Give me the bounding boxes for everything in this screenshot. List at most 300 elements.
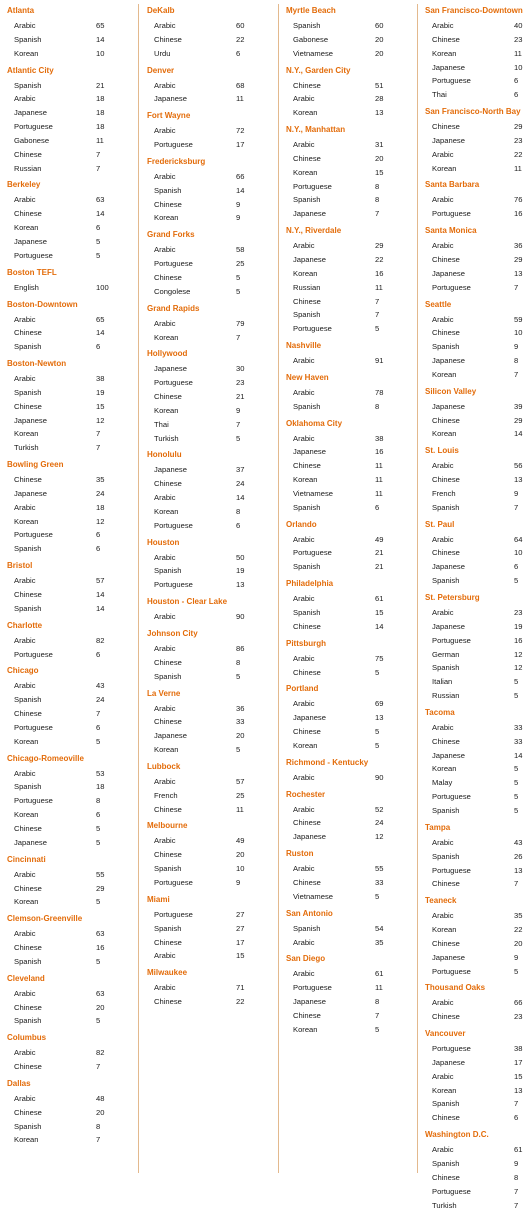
language-count: 11 [375,488,383,498]
language-name: Portuguese [154,877,193,887]
city-heading: N.Y., Manhattan [286,125,346,135]
language-name: Spanish [14,80,42,90]
language-name: Japanese [293,832,326,842]
language-name: Arabic [14,988,36,998]
language-row [7,148,133,162]
language-row [7,1060,133,1074]
language-row [7,400,133,414]
language-count: 7 [514,1200,519,1210]
language-count: 11 [375,282,383,292]
language-row [286,445,412,459]
language-count: 5 [375,324,380,334]
language-count: 14 [236,185,245,195]
language-name: Arabic [154,21,176,30]
language-name: Chinese [14,1107,42,1117]
language-row [7,386,133,400]
language-row [286,432,412,446]
language-name: Chinese [14,943,42,953]
language-row [286,725,412,739]
language-name: Korean [14,736,39,746]
language-name: Arabic [432,608,454,617]
language-name: Spanish [432,851,460,861]
language-row [425,313,527,327]
language-row [425,368,527,382]
language-name: Japanese [154,94,187,104]
language-row [147,519,273,533]
language-name: Japanese [432,621,465,631]
language-name: Arabic [14,94,36,104]
language-name: Chinese [293,727,321,737]
city-heading: Dallas [7,1078,31,1088]
language-name: Chinese [154,997,182,1007]
language-name: Korean [14,810,39,820]
language-row [147,775,273,789]
language-name: Spanish [154,864,182,874]
language-row [7,542,133,556]
language-name: Vietnamese [293,48,333,58]
language-name: English [14,282,39,292]
language-name: Portuguese [432,1186,471,1196]
language-row [147,803,273,817]
language-row [147,184,273,198]
language-name: Chinese [14,1062,42,1072]
language-row [7,501,133,515]
city-heading: Atlantic City [7,65,54,75]
language-name: Japanese [432,401,465,411]
language-row [147,862,273,876]
language-name: Arabic [293,534,315,544]
language-count: 20 [375,48,384,58]
city-heading: Bowling Green [7,460,64,470]
language-name: Korean [154,213,179,223]
language-row [7,193,133,207]
language-row [7,249,133,263]
language-name: Arabic [293,356,315,366]
language-row [425,19,527,33]
language-count: 7 [96,149,101,159]
language-name: Malay [432,778,453,788]
language-name: Japanese [432,62,465,72]
language-row [425,790,527,804]
language-name: Chinese [154,199,182,209]
language-row [7,602,133,616]
language-row [425,661,527,675]
language-name: Arabic [154,612,176,622]
city-heading: Tacoma [425,707,455,717]
language-count: 8 [96,1121,101,1131]
language-name: Chinese [293,877,321,887]
language-row [7,235,133,249]
language-row [7,836,133,850]
language-row [425,877,527,891]
language-name: Japanese [432,356,465,366]
language-row [425,61,527,75]
language-name: Portuguese [14,649,53,659]
language-name: Arabic [293,772,315,782]
language-row [425,1097,527,1111]
language-name: Arabic [154,552,176,562]
city-heading: Richmond - Kentucky [286,757,369,767]
language-count: 9 [236,877,241,887]
language-count: 6 [96,649,101,659]
language-name: Chinese [154,479,182,489]
language-count: 5 [96,736,101,746]
language-row [147,848,273,862]
language-count: 7 [96,709,101,719]
language-row [7,955,133,969]
language-name: Korean [154,332,179,342]
language-row [425,74,527,88]
language-name: Portuguese [432,76,471,86]
language-row [286,166,412,180]
language-count: 16 [514,635,523,645]
language-count: 17 [236,937,245,947]
language-name: Arabic [293,937,315,947]
language-count: 90 [236,612,245,622]
language-row [7,1106,133,1120]
language-row [425,620,527,634]
language-count: 13 [375,108,384,118]
language-count: 82 [96,1048,105,1058]
language-row [425,864,527,878]
language-name: Arabic [432,998,454,1008]
city-heading: Thousand Oaks [425,983,486,993]
language-name: Chinese [293,667,321,677]
language-count: 7 [514,369,519,379]
language-name: Thai [432,90,447,100]
language-count: 5 [514,764,519,774]
language-row [7,207,133,221]
language-name: Korean [293,268,318,278]
language-row [147,477,273,491]
language-count: 17 [236,140,245,150]
language-row [286,711,412,725]
language-count: 8 [514,356,519,366]
language-row [7,106,133,120]
language-name: Portuguese [293,548,332,558]
language-name: Russian [14,163,42,173]
language-name: Portuguese [432,209,471,219]
language-count: 5 [236,433,241,443]
language-name: Chinese [154,804,182,814]
language-row [425,721,527,735]
language-row [7,1046,133,1060]
language-name: Arabic [432,241,454,251]
language-row [147,404,273,418]
language-count: 5 [514,792,519,802]
language-name: Japanese [154,364,187,374]
language-count: 49 [236,836,245,846]
language-row [7,487,133,501]
language-count: 20 [375,153,384,163]
language-count: 63 [96,988,105,998]
language-count: 9 [236,405,241,415]
language-name: Arabic [154,703,176,713]
language-row [286,995,412,1009]
language-row [147,463,273,477]
language-count: 12 [375,832,384,842]
column-2 [147,6,273,1009]
language-count: 23 [514,34,523,44]
language-row [147,551,273,565]
language-name: Chinese [432,122,460,132]
city-heading: Pittsburgh [286,638,326,648]
language-name: Korean [432,429,457,439]
language-name: Spanish [293,21,321,30]
language-name: Spanish [14,1121,42,1131]
language-count: 52 [375,804,384,814]
language-count: 7 [96,443,101,453]
language-name: Gabonese [293,34,329,44]
language-count: 63 [96,195,105,205]
language-name: Korean [432,163,457,173]
city-heading: Boston-Newton [7,359,67,369]
language-name: Portuguese [154,259,193,269]
language-count: 10 [514,328,523,338]
language-name: Spanish [14,695,42,705]
language-count: 30 [236,364,245,374]
language-row [425,546,527,560]
language-name: Spanish [14,342,42,352]
language-name: German [432,649,460,659]
language-name: Chinese [293,153,321,163]
language-count: 6 [514,90,519,100]
language-row [7,340,133,354]
language-count: 59 [514,314,523,324]
language-count: 20 [514,938,523,948]
language-row [7,693,133,707]
language-name: Arabic [293,864,315,874]
language-row [7,372,133,386]
city-heading: Milwaukee [147,968,188,978]
city-heading: Melbourne [147,821,188,831]
language-name: Portuguese [432,865,471,875]
language-count: 5 [96,956,101,966]
language-row [425,850,527,864]
language-name: Arabic [154,983,176,993]
language-row [286,803,412,817]
language-name: Chinese [432,254,460,264]
language-count: 6 [514,76,519,86]
language-count: 14 [96,328,105,338]
language-row [425,1199,527,1212]
language-name: Chinese [154,34,182,44]
language-name: Gabonese [14,135,50,145]
city-heading: Honolulu [147,450,182,460]
language-row [147,876,273,890]
language-row [286,281,412,295]
language-row [147,285,273,299]
language-row [286,592,412,606]
language-name: Japanese [432,952,465,962]
city-heading: Chicago-Romeoville [7,753,84,763]
language-name: Arabic [293,94,315,104]
language-count: 5 [96,897,101,907]
language-row [286,830,412,844]
language-row [425,340,527,354]
language-name: Korean [293,475,318,485]
city-heading: Houston - Clear Lake [147,597,228,607]
language-name: Spanish [14,782,42,792]
language-name: Spanish [293,502,321,512]
city-heading: Charlotte [7,620,43,630]
language-count: 13 [514,865,523,875]
language-count: 20 [96,1107,105,1117]
language-row [425,120,527,134]
language-count: 6 [96,530,101,540]
language-count: 9 [236,199,241,209]
language-count: 6 [236,48,241,58]
language-row [7,528,133,542]
language-name: Spanish [432,502,460,512]
language-row [425,1185,527,1199]
city-heading: Chicago [7,666,39,676]
language-row [286,1009,412,1023]
language-row [425,1143,527,1157]
language-count: 33 [375,877,384,887]
language-count: 24 [96,695,105,705]
language-count: 6 [514,562,519,572]
language-name: Korean [293,740,318,750]
language-row [147,715,273,729]
language-count: 39 [514,401,523,411]
language-row [286,92,412,106]
language-count: 7 [236,332,241,342]
language-row [7,473,133,487]
language-name: Arabic [14,502,36,512]
language-count: 5 [375,891,380,901]
language-row [7,895,133,909]
language-row [425,281,527,295]
language-name: Korean [154,405,179,415]
language-row [425,1010,527,1024]
language-name: Arabic [432,1145,454,1155]
language-row [7,19,133,33]
language-row [425,735,527,749]
language-name: Spanish [14,387,42,397]
city-heading: Cleveland [7,973,45,983]
language-count: 71 [236,983,245,993]
city-heading: San Antonio [286,908,333,918]
language-count: 33 [236,717,245,727]
language-name: Japanese [293,713,326,723]
language-name: Korean [432,764,457,774]
language-count: 18 [96,122,105,132]
language-count: 5 [96,250,101,260]
language-row [286,459,412,473]
language-row [425,804,527,818]
language-name: Spanish [154,923,182,933]
language-name: Arabic [154,126,176,136]
language-name: Chinese [154,717,182,727]
language-count: 12 [96,516,105,526]
language-row [286,138,412,152]
language-count: 82 [96,635,105,645]
language-row [7,162,133,176]
language-count: 22 [514,925,523,935]
language-name: Spanish [293,310,321,320]
language-count: 6 [96,342,101,352]
language-row [147,670,273,684]
language-row [286,739,412,753]
language-row [147,834,273,848]
language-row [425,648,527,662]
language-count: 7 [514,879,519,889]
language-name: Chinese [154,657,182,667]
language-row [7,780,133,794]
language-name: Japanese [432,1057,465,1067]
city-heading: Atlanta [7,6,35,15]
language-name: Thai [154,419,169,429]
language-name: Chinese [14,328,42,338]
column-1 [7,6,133,1147]
language-name: Korean [293,167,318,177]
language-name: Chinese [432,1172,460,1182]
language-count: 54 [375,923,384,933]
language-row [7,634,133,648]
language-row [425,459,527,473]
city-heading: Lubbock [147,761,181,771]
language-count: 5 [514,805,519,815]
language-count: 5 [375,727,380,737]
language-name: Chinese [432,328,460,338]
language-name: Chinese [14,823,42,833]
language-count: 35 [514,911,523,921]
city-heading: Washington D.C. [425,1130,489,1140]
language-name: Arabic [14,195,36,205]
language-count: 6 [375,502,380,512]
language-count: 7 [375,310,380,320]
language-row [7,1092,133,1106]
language-row [147,33,273,47]
language-count: 6 [96,223,101,233]
language-row [147,211,273,225]
language-count: 7 [514,1186,519,1196]
language-name: Arabic [154,493,176,503]
language-count: 35 [96,475,105,485]
language-count: 22 [236,997,245,1007]
language-name: Congolese [154,286,191,296]
language-count: 11 [375,475,383,485]
language-count: 6 [96,810,101,820]
language-count: 7 [514,1099,519,1109]
city-heading: Oklahoma City [286,418,343,428]
language-row [147,789,273,803]
language-row [286,981,412,995]
city-heading: Orlando [286,519,317,529]
language-row [147,317,273,331]
city-heading: Rochester [286,789,326,799]
language-count: 79 [236,318,245,328]
language-name: Chinese [154,850,182,860]
language-row [7,808,133,822]
language-count: 14 [514,750,523,760]
language-count: 15 [514,1071,523,1081]
language-row [7,987,133,1001]
language-name: Chinese [154,272,182,282]
language-row [7,134,133,148]
language-row [147,908,273,922]
language-row [7,33,133,47]
language-name: Chinese [432,1012,460,1022]
language-count: 8 [236,506,241,516]
language-count: 33 [514,722,523,732]
language-name: Chinese [432,1113,460,1123]
language-count: 5 [514,966,519,976]
language-row [7,427,133,441]
language-name: Spanish [154,671,182,681]
language-row [286,1023,412,1037]
